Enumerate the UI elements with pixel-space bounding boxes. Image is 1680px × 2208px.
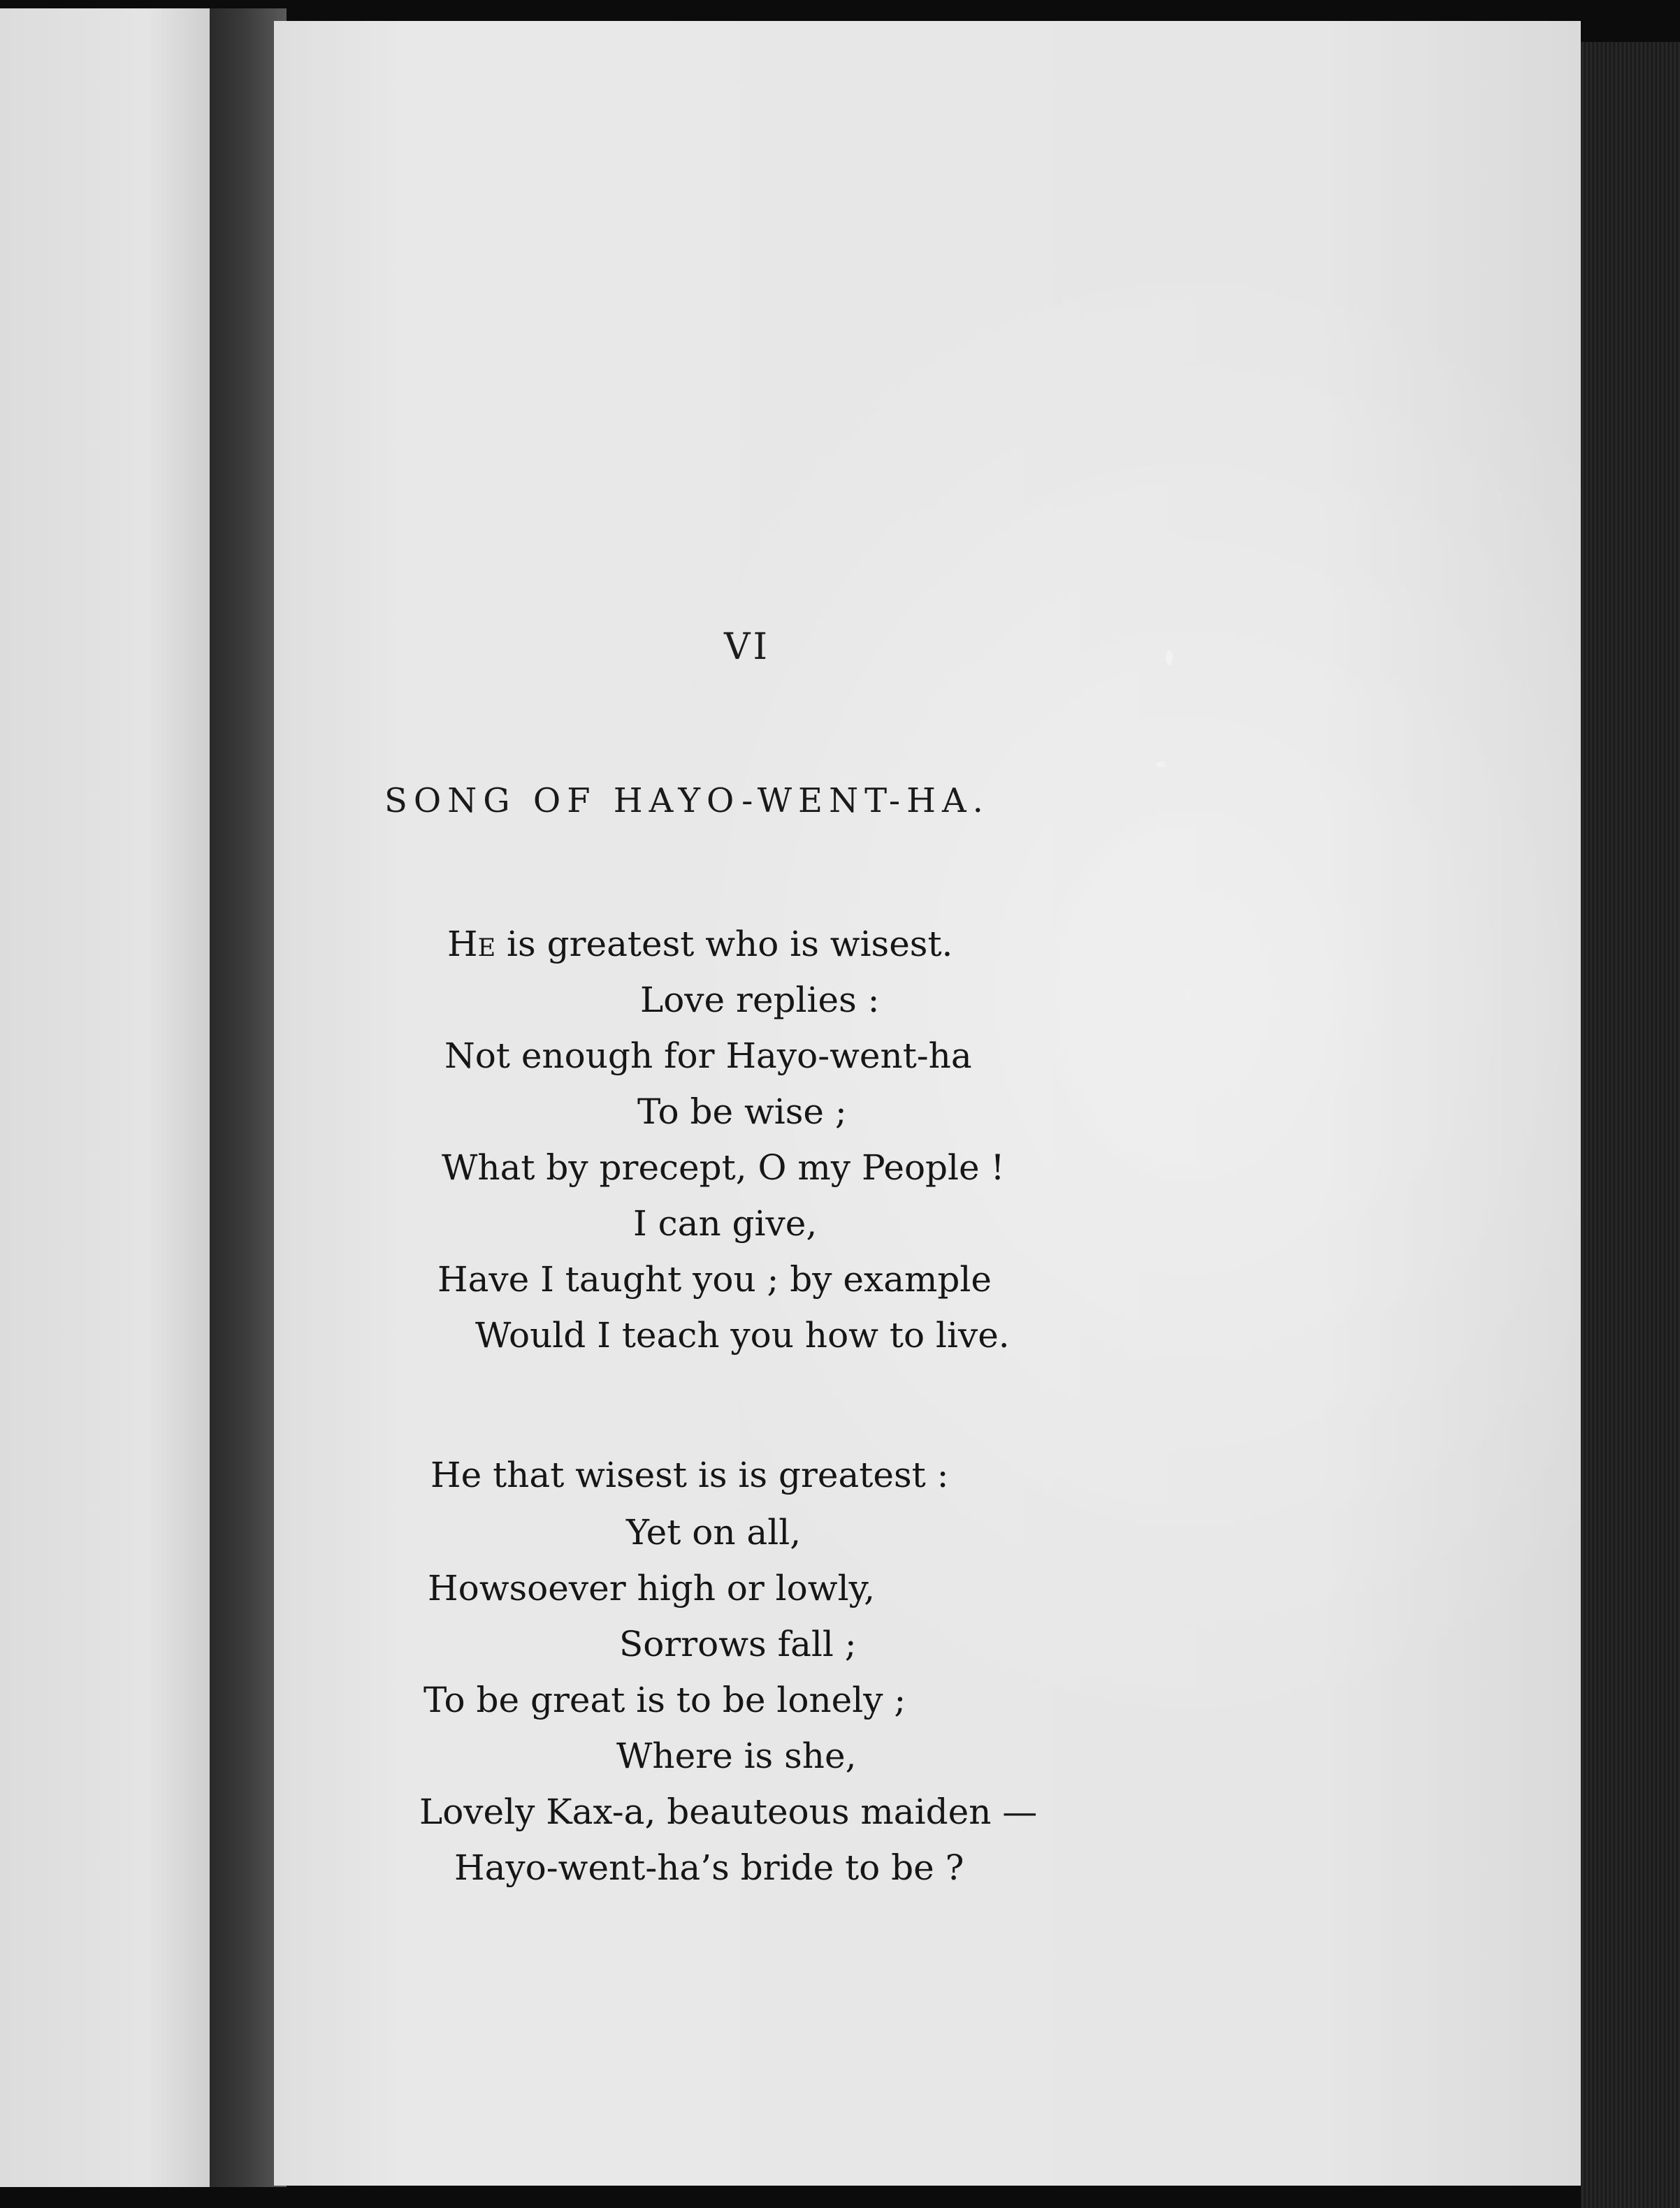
poem-line: I can give, <box>633 1203 818 1244</box>
poem-title: SONG OF HAYO-WENT-HA. <box>384 781 990 820</box>
poem-line-text: is greatest who is wisest. <box>495 924 953 964</box>
poem-line: Hayo-went-ha’s bride to be ? <box>454 1847 964 1888</box>
page-edges <box>1581 42 1680 2208</box>
left-page-edge <box>0 8 210 2187</box>
poem-line: Love replies : <box>640 980 880 1020</box>
drop-initial-word: He <box>447 924 496 964</box>
poem-line: Howsoever high or lowly, <box>428 1568 876 1608</box>
poem-line: To be wise ; <box>637 1091 847 1132</box>
poem-line: Would I teach you how to live. <box>475 1315 1010 1356</box>
poem-line: What by precept, O my People ! <box>442 1147 1005 1188</box>
poem-line: To be great is to be lonely ; <box>423 1680 906 1720</box>
paper-speck <box>1156 762 1166 767</box>
poem-line: Not enough for Hayo-went-ha <box>444 1036 972 1076</box>
poem-line: Have I taught you ; by example <box>437 1259 992 1300</box>
poem-line <box>447 924 953 964</box>
chapter-numeral: VI <box>724 626 771 668</box>
poem-line: Yet on all, <box>626 1512 802 1553</box>
poem-line: He that wisest is is greatest : <box>430 1455 949 1495</box>
paper-speck <box>1166 650 1173 665</box>
poem-line: Lovely Kax-a, beauteous maiden — <box>419 1792 1038 1832</box>
poem-line: Where is she, <box>616 1736 857 1776</box>
poem-line: Sorrows fall ; <box>619 1624 857 1664</box>
